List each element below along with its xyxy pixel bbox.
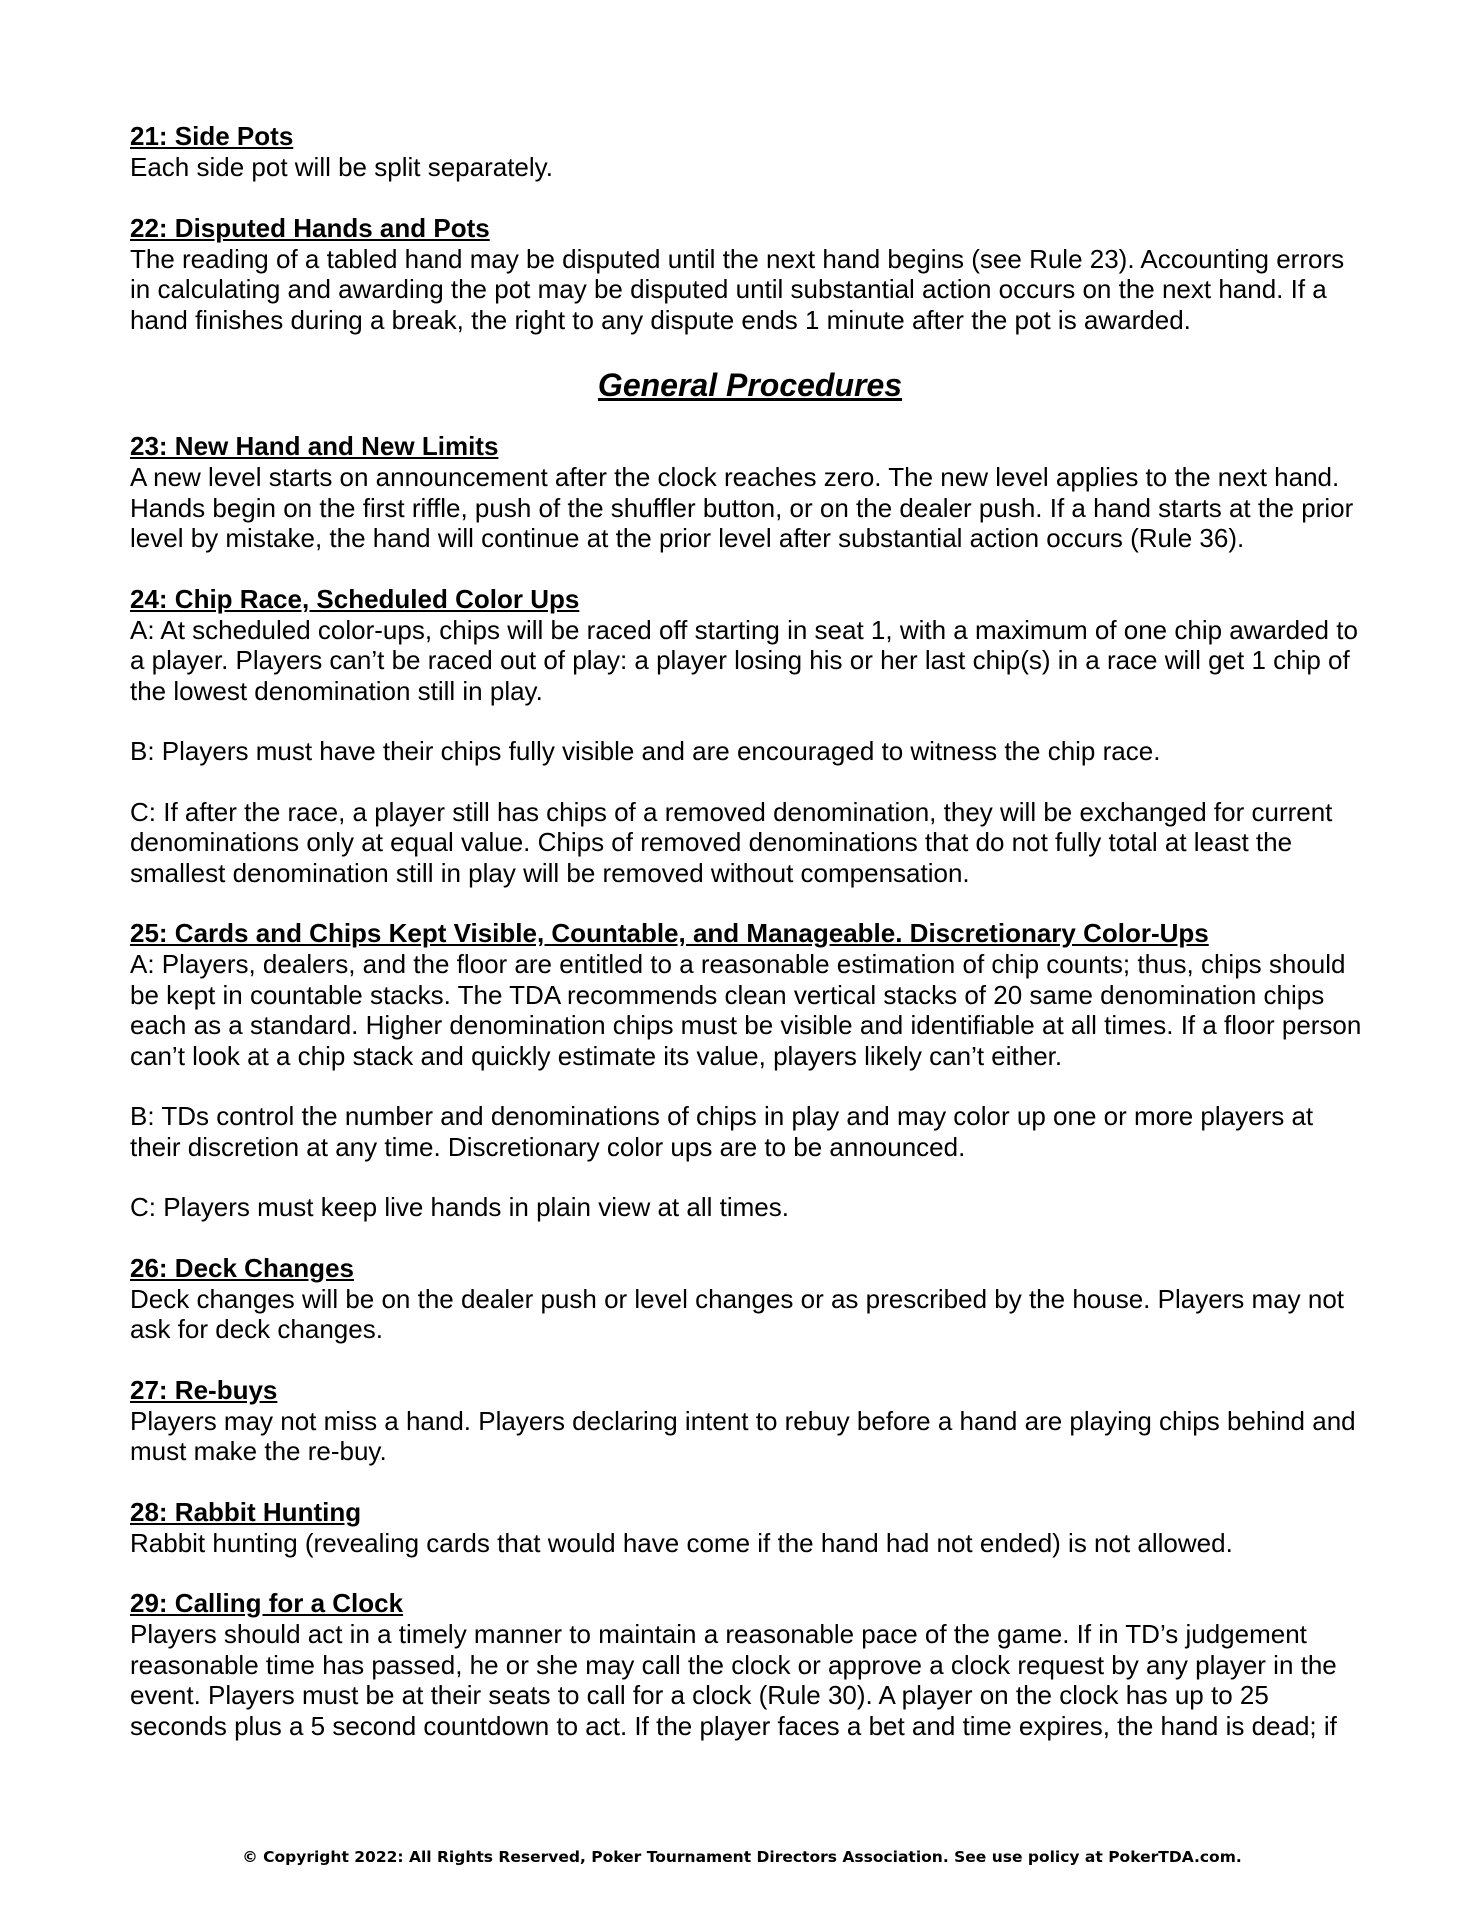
rule-title: 25: Cards and Chips Kept Visible, Countable, and Manageable. Discretionary Color-Ups [130, 918, 1209, 948]
rule-paragraph: B: TDs control the number and denominations of chips in play and may color up one or more players at their discretion at any time. Discretionary color ups are to be announced. [130, 1101, 1314, 1162]
rule-paragraph: C: Players must keep live hands in plain view at all times. [130, 1192, 789, 1222]
rule-24 [130, 584, 1370, 889]
section-heading: General Procedures [597, 367, 903, 403]
rule-title: 26: Deck Changes [130, 1252, 354, 1283]
rule-25 [130, 918, 1370, 1223]
rule-title: 23: New Hand and New Limits [130, 431, 499, 461]
rule-title: 24: Chip Race, Scheduled Color Ups [130, 583, 580, 614]
rule-26 [130, 1253, 1370, 1345]
rule-paragraph: C: If after the race, a player still has chips of a removed denomination, they will be exchanged for current denominations only at equal value. Chips of removed denominations that do not fully total at least the smallest denomination still in play will be removed without compensation. [130, 796, 1333, 888]
copyright-footer: © Copyright 2022: All Rights Reserved, Poker Tournament Directors Association. See use policy at PokerTDA.com. [242, 1848, 1242, 1866]
rule-paragraph: A new level starts on announcement after the clock reaches zero. The new level applies to the next hand. Hands begin on the first riffle, push of the shuffler button, or on the dealer push. If a hand starts at the prior level by mistake, the hand will continue at the prior level after substantial action occurs (Rule 36). [130, 462, 1354, 553]
rule-paragraph: A: Players, dealers, and the floor are entitled to a reasonable estimation of chip counts; thus, chips should be kept in countable stacks. The TDA recommends clean vertical stacks of 20 same denomination chips each as a standard. Higher denomination chips must be visible and identifiable at all times. If a floor person can’t look at a chip stack and quickly estimate its value, players likely can’t either. [130, 949, 1362, 1071]
rule-29 [130, 1588, 1370, 1741]
rule-paragraph: Each side pot will be split separately. [130, 152, 553, 182]
rule-title: 27: Re-buys [130, 1374, 278, 1405]
rule-paragraph: A: At scheduled color-ups, chips will be raced off starting in seat 1, with a maximum of one chip awarded to a player. Players can’t be raced out of play: a player losing his or her last chip(s) in a race will get 1 chip of the lowest denomination still in play. [130, 614, 1358, 706]
rule-28 [130, 1497, 1370, 1559]
rule-paragraph: Players should act in a timely manner to maintain a reasonable pace of the game. If in TD’s judgement reasonable time has passed, he or she may call the clock or approve a clock request by any player in the event. Players must be at their seats to call for a clock (Rule 30). A player on the clock has up to 25 seconds plus a 5 second countdown to act. If the player faces a bet and time expires, the hand is dead; if [130, 1619, 1337, 1741]
rule-title: 21: Side Pots [130, 121, 294, 151]
rule-paragraph: B: Players must have their chips fully visible and are encouraged to witness the chip race. [130, 736, 1161, 766]
rule-22 [130, 213, 1370, 336]
document-page [130, 121, 1370, 1771]
rule-27 [130, 1375, 1370, 1467]
rule-paragraph: Players may not miss a hand. Players declaring intent to rebuy before a hand are playing chips behind and must make the re-buy. [130, 1405, 1356, 1466]
rule-paragraph: The reading of a tabled hand may be disputed until the next hand begins (see Rule 23). Accounting errors in calculating and awarding the pot may be disputed until substantial action occurs on the next hand. If a hand finishes during a break, the right to any dispute ends 1 minute after the pot is awarded. [130, 243, 1345, 335]
rule-23 [130, 431, 1370, 554]
rule-title: 28: Rabbit Hunting [130, 1496, 362, 1527]
rule-title: 22: Disputed Hands and Pots [130, 212, 490, 243]
rule-paragraph: Rabbit hunting (revealing cards that would have come if the hand had not ended) is not allowed. [130, 1527, 1233, 1558]
rule-title: 29: Calling for a Clock [130, 1588, 404, 1618]
rule-paragraph: Deck changes will be on the dealer push or level changes or as prescribed by the house. Players may not ask for deck changes. [130, 1283, 1345, 1344]
rule-21 [130, 121, 1370, 183]
